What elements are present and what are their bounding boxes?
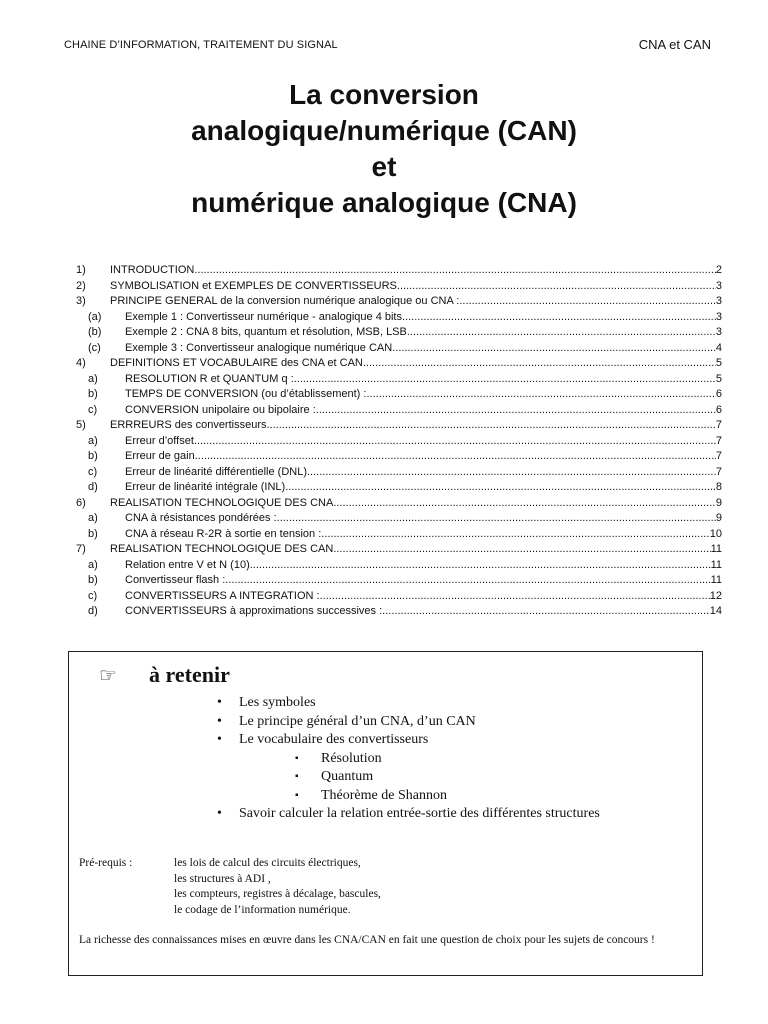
toc-number: 3)	[76, 295, 86, 307]
toc-leader-dots	[321, 527, 709, 543]
toc-page-number: 4	[715, 341, 722, 354]
toc-page-number: 9	[715, 512, 722, 524]
toc-number: a)	[88, 558, 98, 571]
toc-number: a)	[88, 512, 98, 524]
prereq-item: les lois de calcul des circuits électriques,	[174, 857, 361, 869]
toc-title: ERRREURS des convertisseurs	[110, 419, 267, 431]
toc-number: b)	[88, 450, 98, 462]
title-line-1: La conversion	[289, 79, 479, 110]
toc-row	[76, 418, 722, 434]
toc-number: 5)	[76, 419, 86, 431]
toc-row	[76, 356, 722, 372]
toc-number: b)	[88, 527, 98, 540]
toc-row	[76, 542, 722, 558]
toc-leader-dots	[225, 573, 710, 589]
sub-list-container	[217, 750, 600, 806]
prereq-item: le codage de l’information numérique.	[174, 903, 351, 916]
toc-number: d)	[88, 605, 98, 617]
toc-number: 7)	[76, 543, 86, 555]
closing-note: La richesse des connaissances mises en œuvre dans les CNA/CAN en fait une question de choix pour les sujets de concours !	[79, 934, 655, 946]
toc-title: CONVERTISSEURS A INTEGRATION :	[125, 589, 320, 602]
toc-number: b)	[88, 574, 98, 586]
document-title	[0, 77, 768, 221]
toc-leader-dots	[320, 589, 710, 605]
toc-number: c)	[88, 465, 98, 478]
toc-row	[76, 372, 722, 388]
toc-row	[76, 279, 722, 295]
toc-title: Erreur de linéarité intégrale (INL)	[125, 481, 286, 493]
toc-title: CNA à résistances pondérées :	[125, 512, 277, 524]
toc-row	[76, 558, 722, 574]
toc-row	[76, 263, 722, 279]
toc-leader-dots	[307, 465, 716, 481]
toc-title: Exemple 1 : Convertisseur numérique - analogique 4 bits.	[125, 310, 406, 323]
toc-row	[76, 449, 722, 465]
toc-title: CNA à réseau R-2R à sortie en tension :	[125, 527, 322, 540]
toc-number: (b)	[88, 326, 102, 338]
toc-title: SYMBOLISATION et EXEMPLES DE CONVERTISSEURS	[110, 279, 397, 292]
table-of-contents	[76, 263, 722, 620]
toc-page-number: 10	[709, 527, 722, 540]
toc-row	[76, 511, 722, 527]
toc-title: Exemple 3 : Convertisseur analogique numérique CAN	[125, 341, 393, 354]
toc-leader-dots	[333, 542, 710, 558]
toc-row	[76, 589, 722, 605]
sub-list-item: ▪ Théorème de Shannon	[217, 787, 600, 806]
toc-title: REALISATION TECHNOLOGIQUE DES CNA	[110, 496, 334, 509]
toc-page-number: 12	[709, 589, 722, 602]
toc-number: (a)	[88, 310, 102, 323]
toc-row	[76, 294, 722, 310]
toc-row	[76, 527, 722, 543]
retenir-list	[217, 694, 600, 824]
toc-title: INTRODUCTION	[110, 264, 195, 276]
toc-row	[76, 604, 722, 620]
list-item: • Savoir calculer la relation entrée-sortie des différentes structures	[217, 805, 600, 824]
toc-leader-dots	[285, 480, 716, 496]
toc-page-number: 2	[715, 264, 722, 276]
toc-title: REALISATION TECHNOLOGIQUE DES CAN	[110, 543, 334, 555]
toc-title: PRINCIPE GENERAL de la conversion numérique analogique ou CNA :	[110, 295, 460, 307]
toc-number: 2)	[76, 279, 86, 292]
retenir-heading-row	[99, 662, 230, 688]
toc-page-number: 7	[715, 450, 722, 462]
toc-title: Erreur de linéarité différentielle (DNL)	[125, 465, 307, 478]
toc-leader-dots	[397, 279, 716, 295]
title-line-4: numérique analogique (CNA)	[191, 187, 577, 218]
toc-leader-dots	[194, 434, 716, 450]
toc-row	[76, 573, 722, 589]
toc-row	[76, 387, 722, 403]
title-line-2: analogique/numérique (CAN)	[191, 115, 577, 146]
toc-page-number: 3	[715, 295, 722, 307]
toc-page-number: 5	[715, 372, 722, 385]
toc-leader-dots	[405, 310, 716, 326]
toc-title: TEMPS DE CONVERSION (ou d’établissement) :	[125, 388, 367, 400]
toc-leader-dots	[333, 496, 716, 512]
toc-leader-dots	[195, 449, 716, 465]
toc-number: c)	[88, 589, 98, 602]
toc-row	[76, 403, 722, 419]
toc-number: 6)	[76, 496, 86, 509]
toc-row	[76, 496, 722, 512]
toc-title: Erreur de gain	[125, 450, 195, 462]
list-item-label: Le vocabulaire des convertisseurs	[239, 732, 429, 747]
toc-page-number: 3	[715, 326, 722, 338]
toc-page-number: 7	[715, 419, 722, 431]
summary-box	[68, 651, 703, 976]
list-item: • Le principe général d’un CNA, d’un CAN	[217, 713, 600, 732]
header-left: CHAINE D’INFORMATION, TRAITEMENT DU SIGNAL	[64, 39, 338, 51]
toc-title: CONVERSION unipolaire ou bipolaire :	[125, 403, 316, 416]
toc-row	[76, 325, 722, 341]
retenir-heading: à retenir	[149, 662, 230, 687]
toc-leader-dots	[194, 263, 716, 279]
prereq-item: les structures à ADI ,	[174, 872, 271, 885]
prereq-item: les compteurs, registres à décalage, bascules,	[174, 888, 381, 900]
toc-leader-dots	[366, 387, 715, 403]
header-right: CNA et CAN	[638, 37, 711, 52]
toc-title: Convertisseur flash :	[125, 574, 226, 586]
toc-page-number: 3	[715, 279, 722, 292]
toc-title: RESOLUTION R et QUANTUM q :	[125, 372, 294, 385]
toc-page-number: 7	[715, 434, 722, 447]
toc-row	[76, 434, 722, 450]
toc-number: (c)	[88, 341, 101, 354]
toc-title: Relation entre V et N (10)	[125, 558, 250, 571]
toc-leader-dots	[316, 403, 716, 419]
toc-row	[76, 480, 722, 496]
toc-title: Erreur d’offset	[125, 434, 194, 447]
toc-page-number: 14	[709, 605, 722, 617]
toc-leader-dots	[250, 558, 711, 574]
toc-page-number: 6	[715, 388, 722, 400]
toc-page-number: 3	[715, 310, 722, 323]
toc-leader-dots	[459, 294, 716, 310]
toc-row	[76, 465, 722, 481]
prereq-items	[174, 856, 381, 918]
toc-row	[76, 341, 722, 357]
toc-leader-dots	[277, 511, 716, 527]
toc-leader-dots	[382, 604, 710, 620]
toc-number: c)	[88, 403, 98, 416]
list-item	[217, 731, 600, 750]
toc-page-number: 6	[715, 403, 722, 416]
toc-number: b)	[88, 388, 98, 400]
toc-leader-dots	[363, 356, 716, 372]
toc-leader-dots	[410, 325, 716, 341]
toc-number: a)	[88, 372, 98, 385]
toc-number: 1)	[76, 264, 86, 276]
toc-number: a)	[88, 434, 98, 447]
sub-list-item: ▪ Résolution	[217, 750, 600, 769]
toc-title: DEFINITIONS ET VOCABULAIRE des CNA et CAN	[110, 357, 363, 369]
toc-number: d)	[88, 481, 98, 493]
toc-number: 4)	[76, 357, 86, 369]
title-line-3: et	[371, 151, 397, 182]
toc-title: CONVERTISSEURS à approximations successives :	[125, 605, 383, 617]
toc-page-number: 7	[715, 465, 722, 478]
toc-leader-dots	[267, 418, 716, 434]
toc-page-number: 11	[710, 574, 722, 586]
toc-row	[76, 310, 722, 326]
pointing-hand-icon: ☞	[99, 664, 117, 687]
toc-leader-dots	[392, 341, 716, 357]
toc-page-number: 8	[715, 481, 722, 493]
toc-page-number: 11	[710, 543, 722, 555]
toc-page-number: 9	[715, 496, 722, 509]
toc-title: Exemple 2 : CNA 8 bits, quantum et résolution, MSB, LSB.	[125, 326, 410, 338]
list-item: • Les symboles	[217, 694, 600, 713]
sub-list	[217, 750, 600, 806]
toc-page-number: 11	[710, 558, 722, 571]
prereq-label: Pré-requis :	[79, 857, 133, 869]
toc-page-number: 5	[715, 357, 722, 369]
toc-leader-dots	[294, 372, 716, 388]
sub-list-item: ▪ Quantum	[217, 768, 600, 787]
